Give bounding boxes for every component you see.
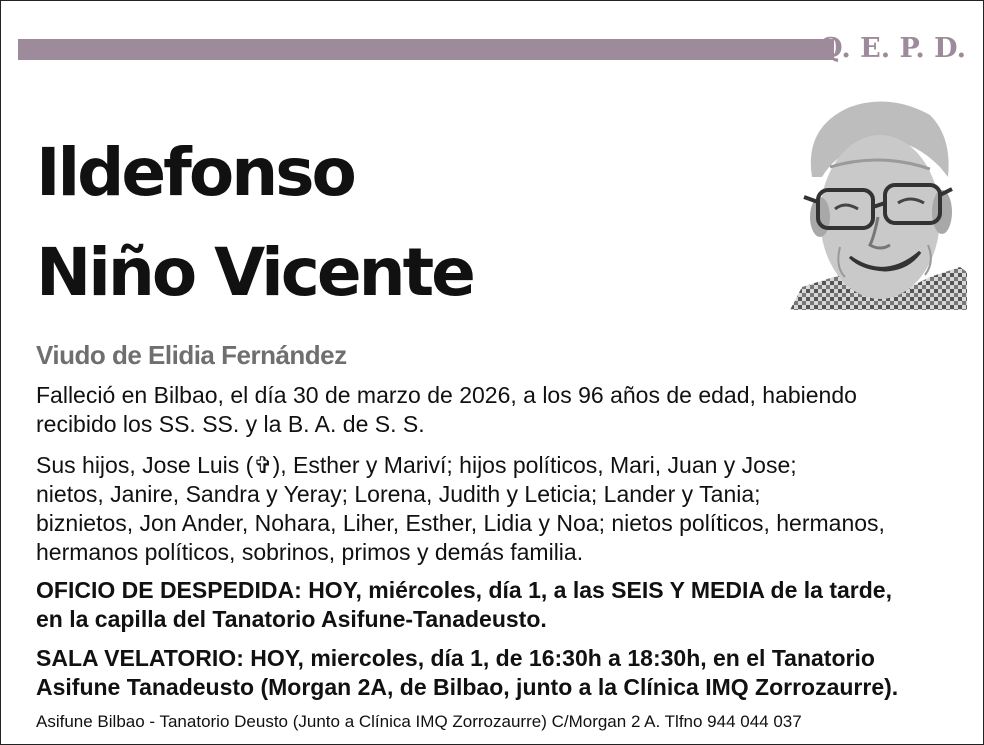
text-line: Asifune Tanadeusto (Morgan 2A, de Bilbao, junto a la Clínica IMQ Zorrozaurre).	[36, 674, 899, 700]
text-line: SALA VELATORIO: HOY, miercoles, día 1, de 16:30h a 18:30h, en el Tanatorio	[36, 645, 875, 671]
text-line: Falleció en Bilbao, el día 30 de marzo de 2026, a los 96 años de edad, habiendo	[36, 382, 857, 408]
text-line: Sus hijos, Jose Luis (✞), Esther y Mariví; hijos políticos, Mari, Juan y Jose;	[36, 452, 797, 478]
text-line: en la capilla del Tanatorio Asifune-Tanadeusto.	[36, 606, 547, 632]
family-paragraph	[36, 451, 956, 567]
text-line: nietos, Janire, Sandra y Yeray; Lorena, Judith y Leticia; Lander y Tania;	[36, 481, 761, 507]
text-line: hermanos políticos, sobrinos, primos y demás familia.	[36, 539, 584, 565]
widower-subtitle: Viudo de Elidia Fernández	[36, 340, 347, 370]
text-line: OFICIO DE DESPEDIDA: HOY, miércoles, día 1, a las SEIS Y MEDIA de la tarde,	[36, 577, 892, 603]
text-line: biznietos, Jon Ander, Nohara, Liher, Esther, Lidia y Noa; nietos políticos, hermanos,	[36, 510, 885, 536]
death-notice-paragraph	[36, 381, 956, 439]
deceased-photo	[790, 97, 967, 310]
text-line: recibido los SS. SS. y la B. A. de S. S.	[36, 411, 425, 437]
deceased-first-name: Ildefonso	[36, 134, 354, 211]
deceased-surnames: Niño Vicente	[36, 234, 473, 311]
wake-room-paragraph	[36, 644, 956, 702]
funeral-home-footer: Asifune Bilbao - Tanatorio Deusto (Junto a Clínica IMQ Zorrozaurre) C/Morgan 2 A. Tlfno 944 044 037	[36, 712, 802, 731]
funeral-service-paragraph	[36, 576, 956, 634]
qepd-label: Q. E. P. D.	[819, 33, 966, 64]
header-bar	[18, 39, 834, 60]
portrait-image	[790, 97, 967, 310]
